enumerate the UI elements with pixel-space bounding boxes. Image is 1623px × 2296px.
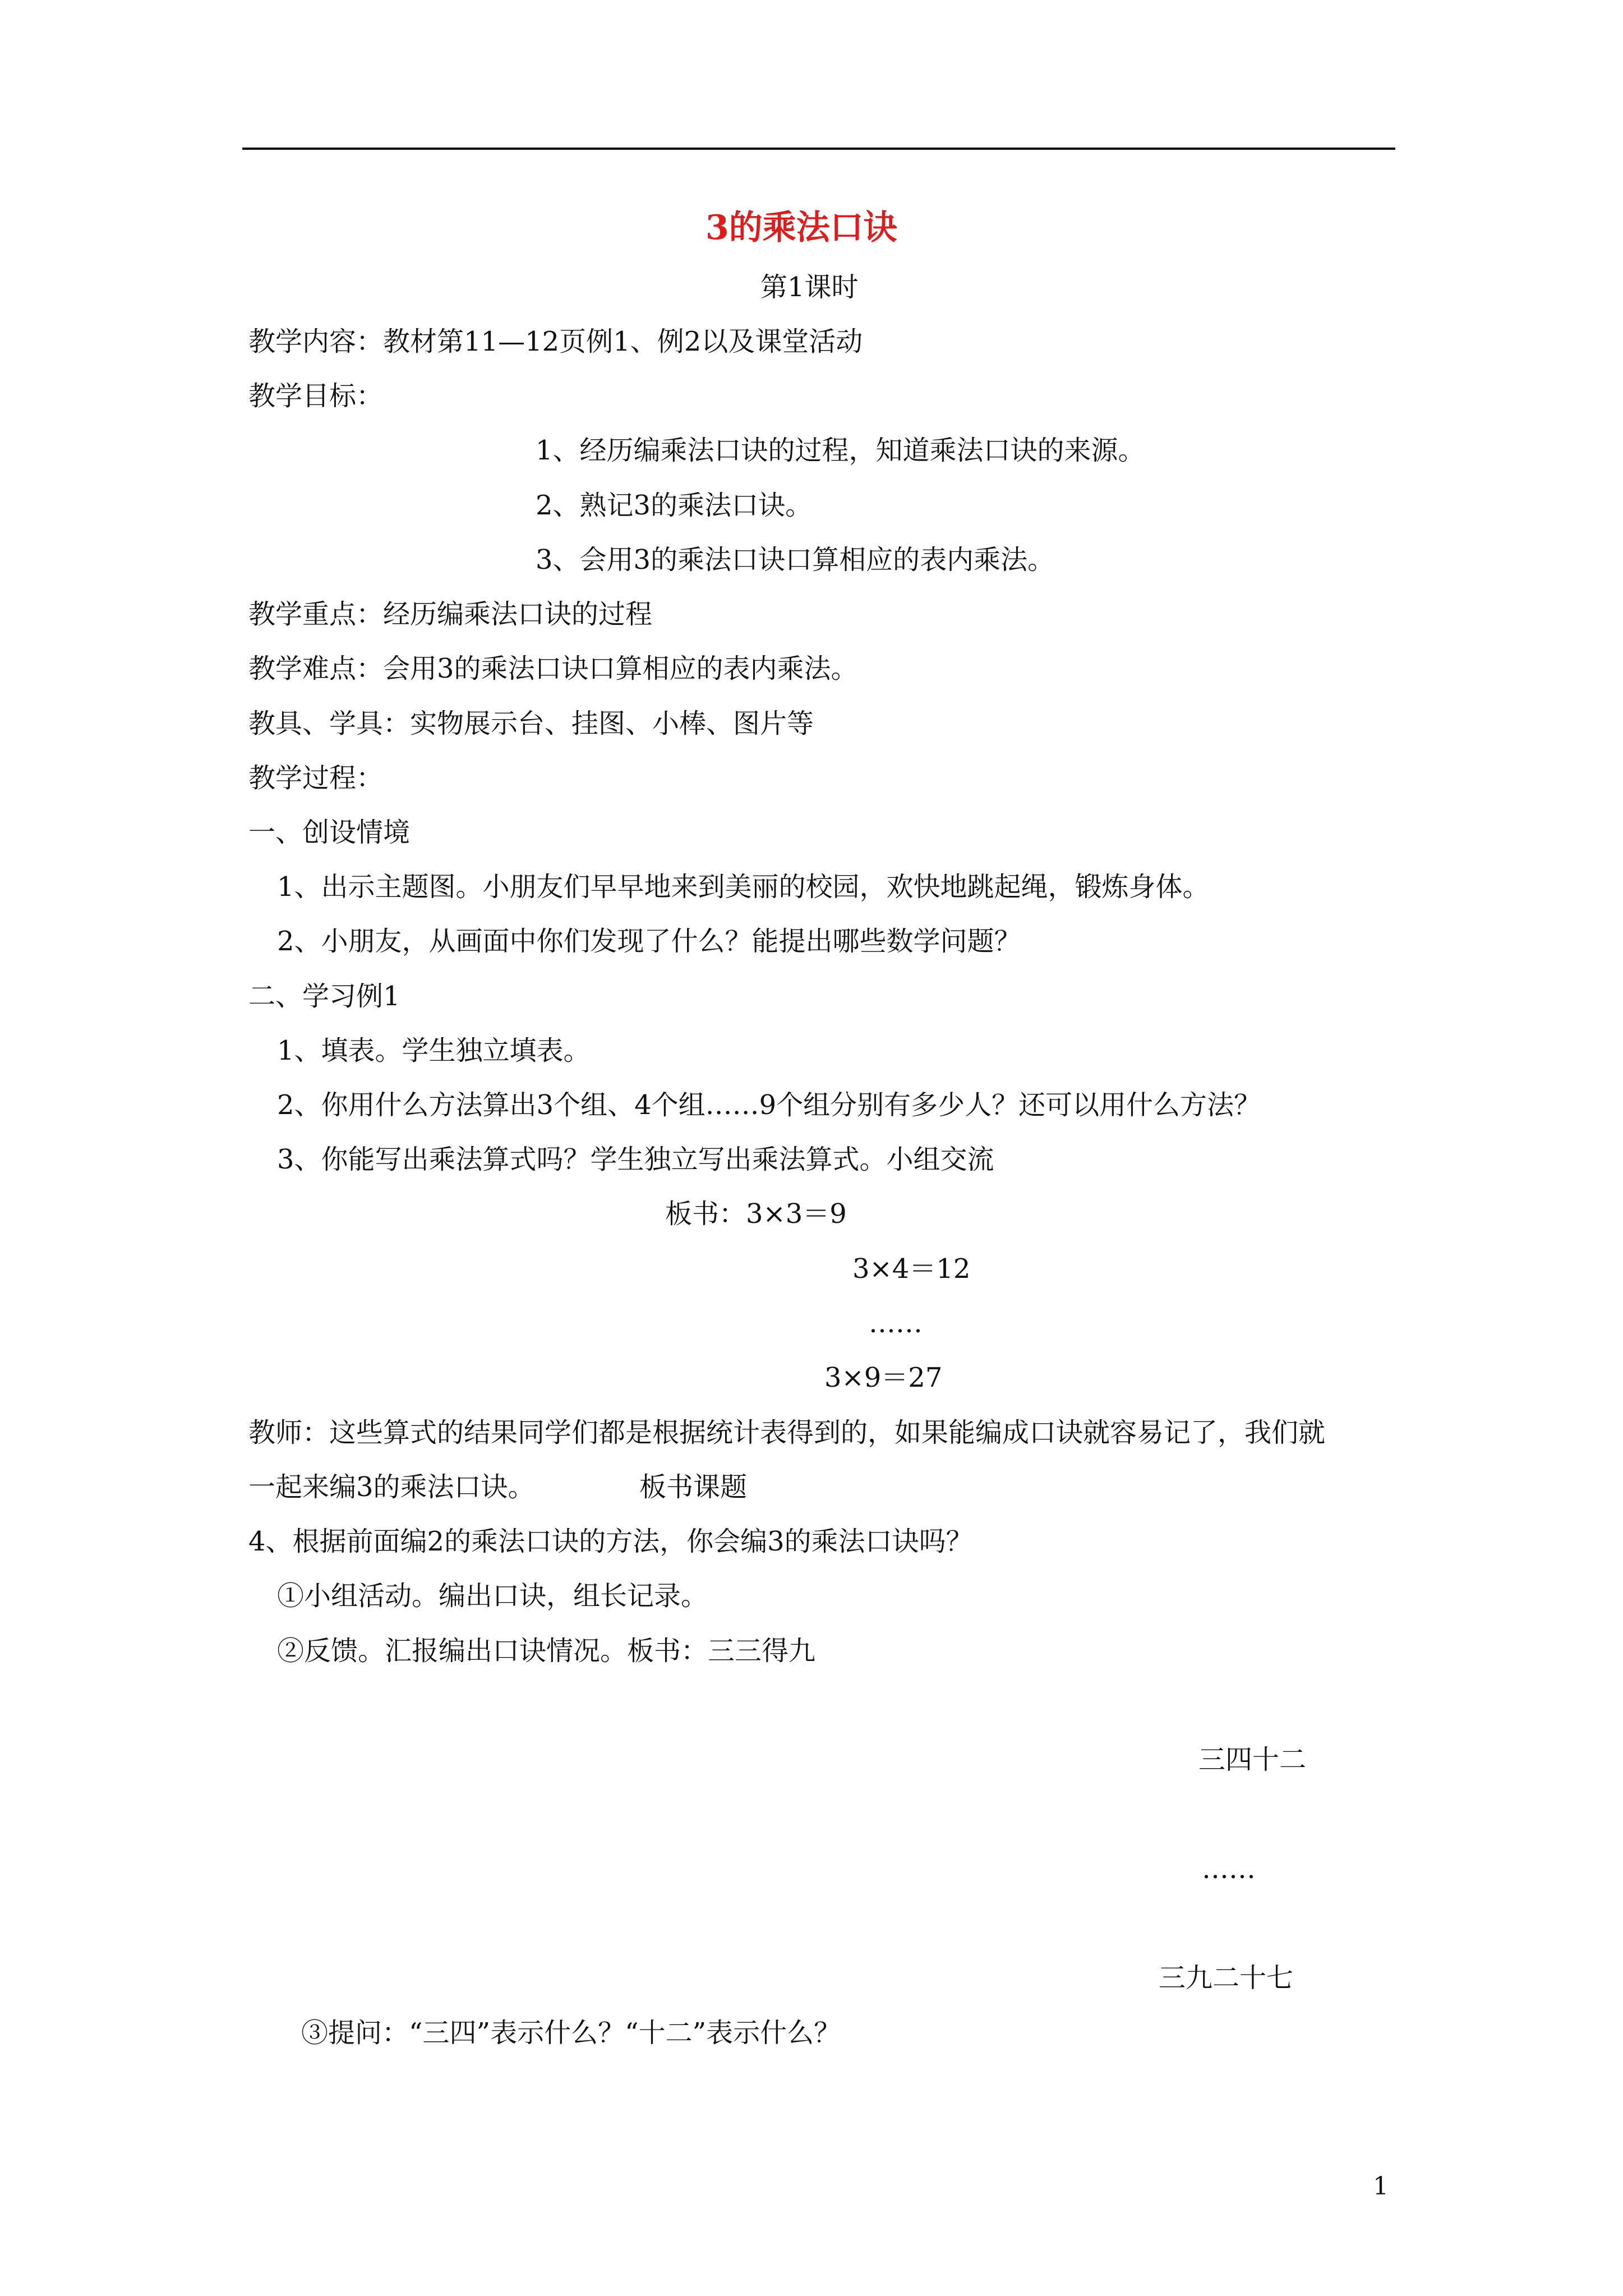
page-number: 1 (1373, 2172, 1389, 2201)
section-item: 3、你能写出乘法算式吗？学生独立写出乘法算式。小组交流 (277, 1144, 994, 1175)
section-item: 1、出示主题图。小朋友们早早地来到美丽的校园，欢快地跳起绳，锻炼身体。 (277, 871, 1210, 903)
tools: 教具、学具：实物展示台、挂图、小棒、图片等 (248, 708, 814, 739)
teacher-line: 教师：这些算式的结果同学们都是根据统计表得到的，如果能编成口诀就容易记了，我们就 (248, 1417, 1326, 1448)
sub-step: ③提问：“三四”表示什么？“十二”表示什么？ (301, 2017, 841, 2049)
section-item: 2、小朋友，从画面中你们发现了什么？能提出哪些数学问题？ (277, 926, 1021, 957)
sub-step: ②反馈。汇报编出口诀情况。板书：三三得九 (277, 1635, 816, 1667)
header-rule (242, 148, 1395, 150)
rhyme-line: 三九二十七 (1159, 1962, 1294, 1994)
goals-label: 教学目标： (248, 380, 384, 412)
difficulty: 教学难点：会用3的乘法口诀口算相应的表内乘法。 (248, 653, 858, 684)
section-item: 1、填表。学生独立填表。 (277, 1035, 591, 1066)
board-equation: 3×4＝12 (852, 1253, 971, 1285)
step-four: 4、根据前面编2的乘法口诀的方法，你会编3的乘法口诀吗？ (248, 1526, 973, 1557)
teacher-line: 一起来编3的乘法口诀。 (248, 1471, 535, 1503)
board-equation: 板书：3×3＝9 (665, 1198, 847, 1230)
page-title: 3的乘法口诀 (706, 208, 897, 247)
key-point: 教学重点：经历编乘法口诀的过程 (248, 599, 653, 630)
goal-item: 2、熟记3的乘法口诀。 (536, 490, 813, 521)
content-line: 教学内容：教材第11—12页例1、例2以及课堂活动 (248, 326, 863, 357)
board-ellipsis: …… (869, 1308, 923, 1339)
section-heading: 二、学习例1 (248, 981, 400, 1012)
process-label: 教学过程： (248, 762, 384, 794)
section-item: 2、你用什么方法算出3个组、4个组……9个组分别有多少人？还可以用什么方法？ (277, 1089, 1261, 1121)
board-equation: 3×9＝27 (824, 1362, 943, 1393)
goal-item: 1、经历编乘法口诀的过程，知道乘法口诀的来源。 (536, 435, 1145, 466)
lesson-subtitle: 第1课时 (760, 272, 859, 303)
goal-item: 3、会用3的乘法口诀口算相应的表内乘法。 (536, 544, 1055, 576)
sub-step: ①小组活动。编出口诀，组长记录。 (277, 1580, 708, 1612)
board-title-note: 板书课题 (639, 1471, 748, 1503)
rhyme-line: 三四十二 (1198, 1744, 1307, 1775)
rhyme-ellipsis: …… (1202, 1853, 1256, 1885)
section-heading: 一、创设情境 (248, 817, 411, 848)
